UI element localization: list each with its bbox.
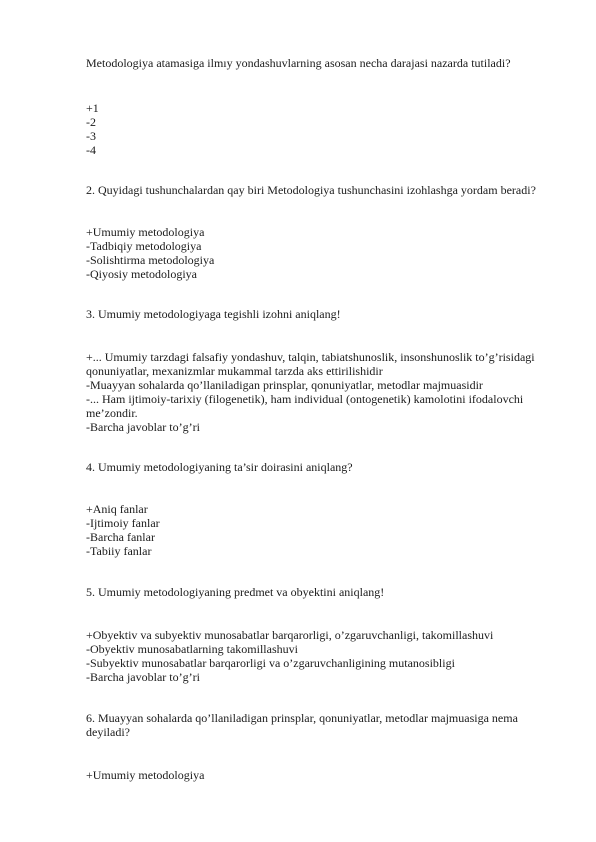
question-4-option-3: -Barcha fanlar bbox=[86, 530, 155, 544]
question-3-option-1-cont: qonuniyatlar, mexanizmlar mukammal tarzda aks ettirilishidir bbox=[86, 364, 383, 378]
question-4-option-1: +Aniq fanlar bbox=[86, 502, 148, 516]
question-1-option-1: +1 bbox=[86, 101, 99, 115]
question-5-text: 5. Umumiy metodologiyaning predmet va obyektini aniqlang! bbox=[86, 585, 385, 599]
question-1-option-2: -2 bbox=[86, 115, 96, 129]
question-2-text: 2. Quyidagi tushunchalardan qay biri Metodologiya tushunchasini izohlashga yordam beradi? bbox=[86, 183, 536, 197]
question-1-option-4: -4 bbox=[86, 143, 96, 157]
question-6-text-cont: deyiladi? bbox=[86, 725, 130, 739]
question-4-option-2: -Ijtimoiy fanlar bbox=[86, 516, 160, 530]
question-5-option-1: +Obyektiv va subyektiv munosabatlar barqarorligi, o’zgaruvchanligi, takomillashuvi bbox=[86, 628, 494, 642]
question-1-text: Metodologiya atamasiga ilmıy yondashuvlarning asosan necha darajasi nazarda tutiladi? bbox=[86, 56, 511, 70]
question-2-option-1: +Umumiy metodologiya bbox=[86, 225, 205, 239]
question-3-option-1: +... Umumiy tarzdagi falsafiy yondashuv, talqin, tabiatshunoslik, insonshunoslik to’g’risidagi bbox=[86, 350, 535, 364]
question-4-text: 4. Umumiy metodologiyaning ta’sir doirasini aniqlang? bbox=[86, 460, 353, 474]
question-3-text: 3. Umumiy metodologiyaga tegishli izohni aniqlang! bbox=[86, 307, 341, 321]
question-3-option-4: -Barcha javoblar to’g’ri bbox=[86, 420, 200, 434]
question-3-option-3-cont: me’zondir. bbox=[86, 406, 138, 420]
question-5-option-3: -Subyektiv munosabatlar barqarorligi va o’zgaruvchanligining mutanosibligi bbox=[86, 656, 455, 670]
question-1-option-3: -3 bbox=[86, 129, 96, 143]
question-2-option-3: -Solishtirma metodologiya bbox=[86, 253, 215, 267]
question-5-option-2: -Obyektiv munosabatlarning takomillashuvi bbox=[86, 642, 298, 656]
question-4-option-4: -Tabiiy fanlar bbox=[86, 544, 152, 558]
question-5-option-4: -Barcha javoblar to’g’ri bbox=[86, 670, 200, 684]
question-6-text: 6. Muayyan sohalarda qo’llaniladigan prinsplar, qonuniyatlar, metodlar majmuasiga nema bbox=[86, 711, 518, 725]
question-6-option-1: +Umumiy metodologiya bbox=[86, 768, 205, 782]
question-3-option-2: -Muayyan sohalarda qo’llaniladigan prinsplar, qonuniyatlar, metodlar majmuasidir bbox=[86, 378, 483, 392]
question-2-option-2: -Tadbiqiy metodologiya bbox=[86, 239, 202, 253]
question-2-option-4: -Qiyosiy metodologiya bbox=[86, 267, 197, 281]
question-3-option-3: -... Ham ijtimoiy-tarixiy (filogenetik), ham individual (ontogenetik) kamolotini ifodalovchi bbox=[86, 392, 524, 406]
